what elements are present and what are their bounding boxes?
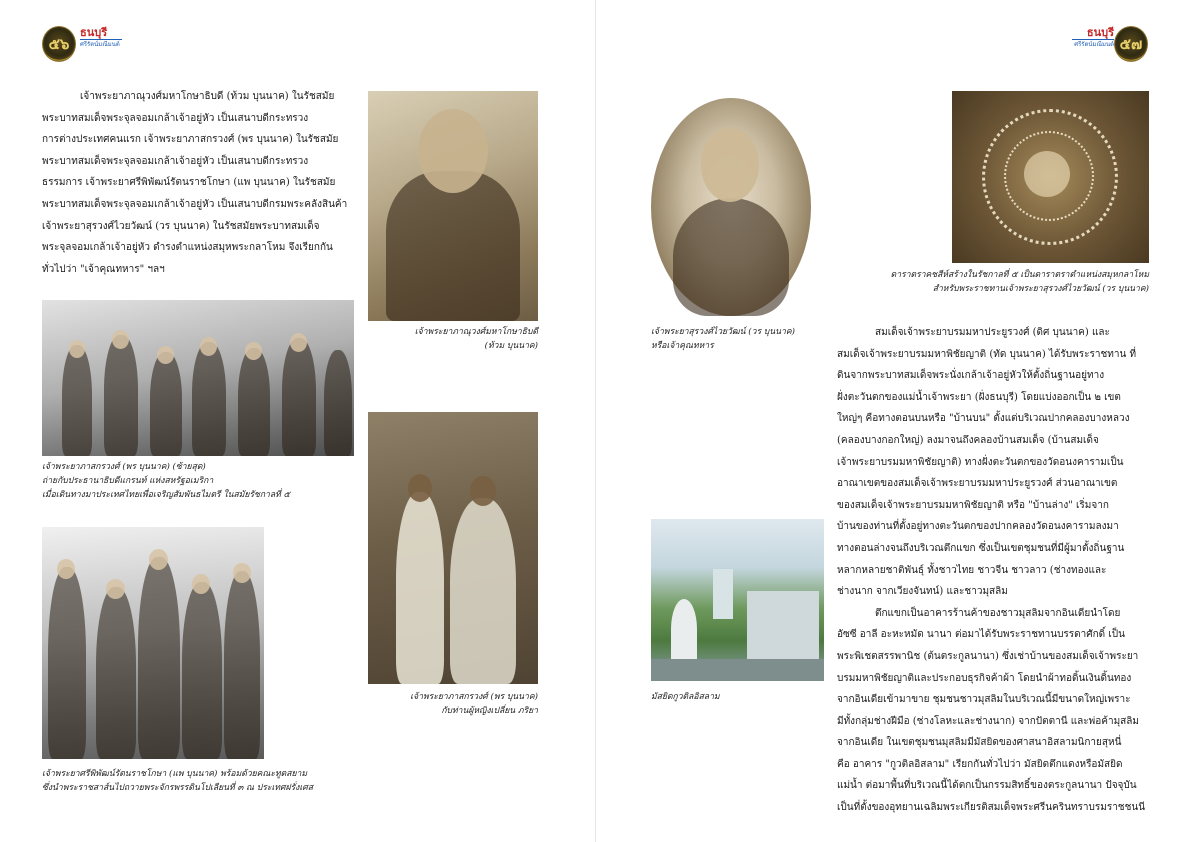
intro-line: พระจุลจอมเกล้าเจ้าอยู่หัว ดำรงตำแหน่งสมุหพระกลาโหม จึงเรียกกัน [42,242,333,254]
main-line: ใหญ่ๆ คือทางตอนบนหรือ "บ้านบน" ตั้งแต่บริเวณปากคลองบางหลวง [837,413,1130,425]
intro-line: พระบาทสมเด็จพระจุลจอมเกล้าเจ้าอยู่หัว เป็นเสนาบดีกรมพระคลังสินค้า [42,198,348,210]
left-page-number: ๕๖ [48,35,70,53]
left-brand-logo [80,27,122,49]
intro-line: เจ้าพระยาภาณุวงศ์มหาโกษาธิบดี (ท้วม บุนนาค) ในรัชสมัย [80,91,335,102]
caption-badge [840,268,1149,296]
caption-delegation [42,767,362,795]
main-line: เป็นที่ตั้งของอุทยานเฉลิมพระเกียรติสมเด็จพระศรีนครินทราบรมราชชนนี [837,802,1146,814]
caption-oval-portrait [651,325,831,353]
main-line: สมเด็จเจ้าพระยาบรมมหาพิชัยญาติ (ทัด บุนนาค) ได้รับพระราชทาน ที่ [837,348,1137,360]
caption-line: ถ่ายกับประธานาธิบดีแกรนท์ แห่งสหรัฐอเมริกา [42,476,214,486]
main-line: เจ้าพระยาบรมมหาพิชัยญาติ) ทางฝั่งตะวันตกของวัดอนงคารามเป็น [837,456,1124,468]
main-line: อัซซี อาลี อะหะหมัด นานา ต่อมาได้รับพระราชทานบรรดาศักดิ์ เป็น [837,629,1125,641]
engraving-siamese-delegation [42,527,264,759]
caption-line: สำหรับพระราชทานเจ้าพระยาสุรวงศ์ไวยวัฒน์ (วร บุนนาค) [932,284,1149,294]
main-line: ดินจากพระบาทสมเด็จพระนั่งเกล้าเจ้าอยู่หัวให้ตั้งถิ่นฐานอยู่ทาง [837,370,1105,382]
main-line: สมเด็จเจ้าพระยาบรมมหาประยูรวงศ์ (ดิศ บุนนาค) และ [875,327,1110,338]
caption-line: เจ้าพระยาภาณุวงศ์มหาโกษาธิบดี [414,327,538,337]
right-brand-top: ธนบุรี [1086,26,1114,39]
intro-line: พระบาทสมเด็จพระจุลจอมเกล้าเจ้าอยู่หัว เป็นเสนาบดีกระทรวง [42,112,309,124]
photo-group-with-grant [42,300,354,456]
intro-line: เจ้าพระยาสุรวงศ์ไวยวัฒน์ (วร บุนนาค) ในรัชสมัยพระบาทสมเด็จ [42,220,320,232]
main-line: บรมมหาพิชัยญาติและประกอบธุรกิจค้าผ้า โดยนำผ้าทอดิ้นเงินดิ้นทอง [837,672,1132,684]
caption-portrait [368,325,538,353]
photo-star-badge [952,91,1149,263]
main-line: พระพิเชตสรรพานิช (ต้นตระกูลนานา) ซึ่งเช่าบ้านของสมเด็จเจ้าพระยา [837,650,1139,662]
right-page-number: ๕๗ [1119,35,1143,53]
oval-portrait-surawong [651,98,811,316]
main-line: (คลองบางกอกใหญ่) ลงมาจนถึงคลองบ้านสมเด็จ (บ้านสมเด็จ [837,434,1099,446]
portrait-bhanuwong [368,91,538,321]
caption-line: หรือเจ้าคุณทหาร [651,341,714,351]
left-brand-bottom: ศรีรัตน์มณีมนต์ [80,39,122,49]
left-seal-emblem [42,26,76,62]
right-brand-bottom: ศรีรัตน์มณีมนต์ [1072,39,1114,49]
left-intro-paragraph [42,86,354,280]
main-line: หลากหลายชาติพันธุ์ ทั้งชาวไทย ชาวจีน ชาวลาว (ช่างทองและ [837,564,1107,576]
main-line: ของสมเด็จเจ้าพระยาบรมมหาพิชัยญาติ หรือ "บ้านล่าง" เริ่มจาก [837,499,1109,511]
intro-line: การต่างประเทศคนแรก เจ้าพระยาภาสกรวงศ์ (พร บุนนาค) ในรัชสมัย [42,134,339,146]
main-line: คือ อาคาร "กูวติลอิสลาม" เรียกกันทั่วไปว่า มัสยิดตึกแดงหรือมัสยิด [837,758,1123,770]
caption-line: มัสยิดกูวติลอิสลาม [651,692,720,702]
main-line: ช่างนาก จากเวียงจันทน์) และชาวมุสลิม [837,586,1008,598]
main-line: อาณาเขตของสมเด็จเจ้าพระยาบรมมหาประยูรวงศ์ ส่วนอาณาเขต [837,478,1118,490]
caption-line: ดาราตราคชสีห์สร้างในรัชกาลที่ ๕ เป็นดาราตราตำแหน่งสมุหกลาโหม [890,270,1149,280]
caption-line: เจ้าพระยาศรีพิพัฒน์รัตนราชโกษา (แพ บุนนาค) พร้อมด้วยคณะทูตสยาม [42,769,308,779]
caption-couple [368,690,538,718]
main-line: ตึกแขกเป็นอาคารร้านค้าของชาวมุสลิมจากอินเดียนำโดย [875,607,1121,619]
intro-line: พระบาทสมเด็จพระจุลจอมเกล้าเจ้าอยู่หัว เป็นเสนาบดีกระทรวง [42,155,309,167]
caption-line: เมื่อเดินทางมาประเทศไทยเพื่อเจริญสัมพันธไมตรี ในสมัยรัชกาลที่ ๕ [42,490,291,500]
main-line: บ้านของท่านที่ตั้งอยู่ทางตะวันตกของปากคลองวัดอนงคารามลงมา [837,521,1119,533]
caption-line: เจ้าพระยาสุรวงศ์ไวยวัฒน์ (วร บุนนาค) [651,327,795,337]
caption-mosque [651,690,824,704]
left-brand-top: ธนบุรี [80,26,108,39]
caption-line: เจ้าพระยาภาสกรวงศ์ (พร บุนนาค) [410,692,538,702]
caption-line: (ท้วม บุนนาค) [484,341,538,351]
page-spine [595,0,596,842]
main-line: ฝั่งตะวันตกของแม่น้ำเจ้าพระยา (ฝั่งธนบุรี) โดยแบ่งออกเป็น ๒ เขต [837,391,1121,403]
right-seal-emblem [1114,26,1148,62]
right-brand-logo [1072,27,1114,49]
main-line: จากอินเดียเข้ามาขาย ชุมชนชาวมุสลิมในบริเวณนี้มีขนาดใหญ่เพราะ [837,694,1131,706]
intro-line: ทั่วไปว่า "เจ้าคุณทหาร" ฯลฯ [42,263,165,275]
caption-line: กับท่านผู้หญิงเปลี่ยน ภริยา [441,706,538,716]
intro-line: ธรรมการ เจ้าพระยาศรีพิพัฒน์รัตนราชโกษา (แพ บุนนาค) ในรัชสมัย [42,177,336,189]
caption-line: ซึ่งนำพระราชสาส์นไปถวายพระจักรพรรดินโปเลียนที่ ๓ ณ ประเทศฝรั่งเศส [42,783,313,793]
photo-couple [368,412,538,684]
photo-mosque [651,519,824,681]
caption-group-photo [42,460,362,502]
right-main-text [837,322,1149,819]
caption-line: เจ้าพระยาภาสกรวงศ์ (พร บุนนาค) (ซ้ายสุด) [42,462,206,472]
main-line: ทางตอนล่างจนถึงบริเวณตึกแขก ซึ่งเป็นเขตชุมชนที่มีผู้มาตั้งถิ่นฐาน [837,542,1125,554]
main-line: จากอินเดีย ในเขตชุมชนมุสลิมมีมัสยิดของศาสนาอิสลามนิกายสุหนี่ [837,737,1122,749]
main-line: แม่น้ำ ต่อมาพื้นที่บริเวณนี้ได้ตกเป็นกรรมสิทธิ์ของตระกูลนานา ปัจจุบัน [837,780,1137,792]
main-line: มีทั้งกลุ่มช่างฝีมือ (ช่างโลหะและช่างนาก) จากปัตตานี และพ่อค้ามุสลิม [837,715,1139,727]
